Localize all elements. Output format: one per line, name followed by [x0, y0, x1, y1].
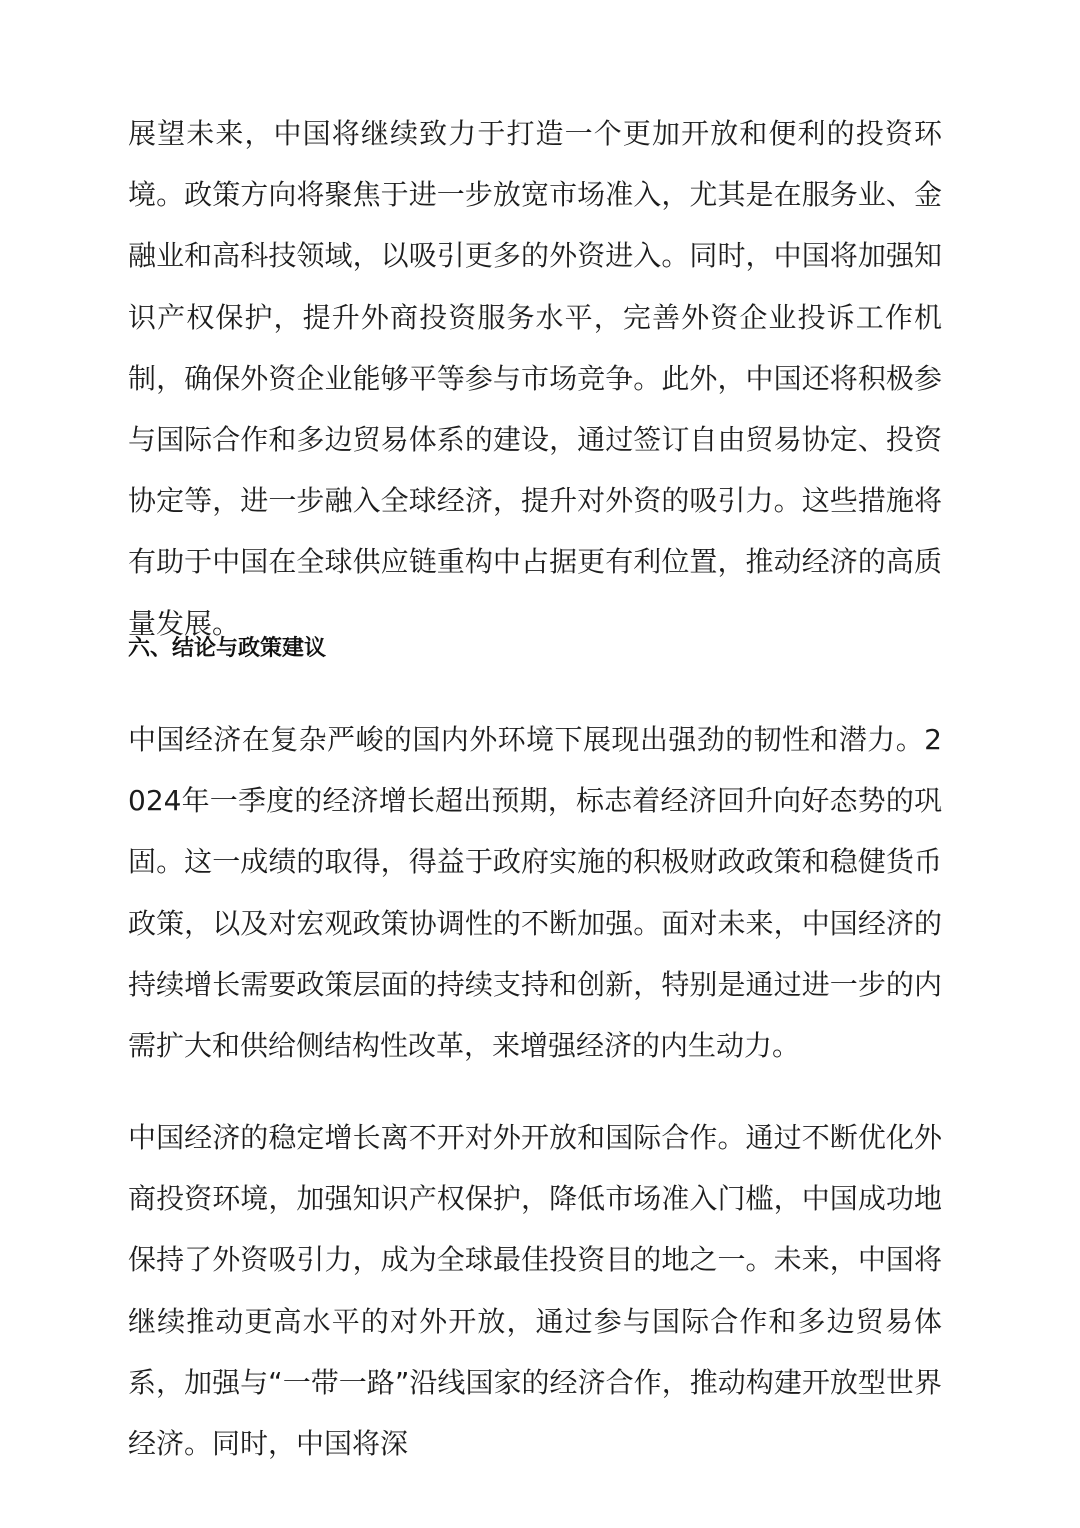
paragraph-outlook: 展望未来，中国将继续致力于打造一个更加开放和便利的投资环境。政策方向将聚焦于进一步放宽市场准入，尤其是在服务业、金融业和高科技领域，以吸引更多的外资进入。同时，中国将加强知识产权保护，提升外商投资服务水平，完善外资企业投诉工作机制，确保外资企业能够平等参与市场竞争。此外，中国还将积极参与国际合作和多边贸易体系的建设，通过签订自由贸易协定、投资协定等，进一步融入全球经济，提升对外资的吸引力。这些措施将有助于中国在全球供应链重构中占据更有利位置，推动经济的高质量发展。	[128, 117, 942, 640]
section-heading: 六、结论与政策建议	[128, 636, 327, 661]
paragraph-conclusion: 中国经济在复杂严峻的国内外环境下展现出强劲的韧性和潜力。2024年一季度的经济增长超出预期，标志着经济回升向好态势的巩固。这一成绩的取得，得益于政府实施的积极财政政策和稳健货币政策，以及对宏观政策协调性的不断加强。面对未来，中国经济的持续增长需要政策层面的持续支持和创新，特别是通过进一步的内需扩大和供给侧结构性改革，来增强经济的内生动力。	[128, 723, 942, 1063]
paragraph-opening-up: 中国经济的稳定增长离不开对外开放和国际合作。通过不断优化外商投资环境，加强知识产权保护，降低市场准入门槛，中国成功地保持了外资吸引力，成为全球最佳投资目的地之一。未来，中国将继续推动更高水平的对外开放，通过参与国际合作和多边贸易体系，加强与“一带一路”沿线国家的经济合作，推动构建开放型世界经济。同时，中国将深	[128, 1121, 942, 1461]
